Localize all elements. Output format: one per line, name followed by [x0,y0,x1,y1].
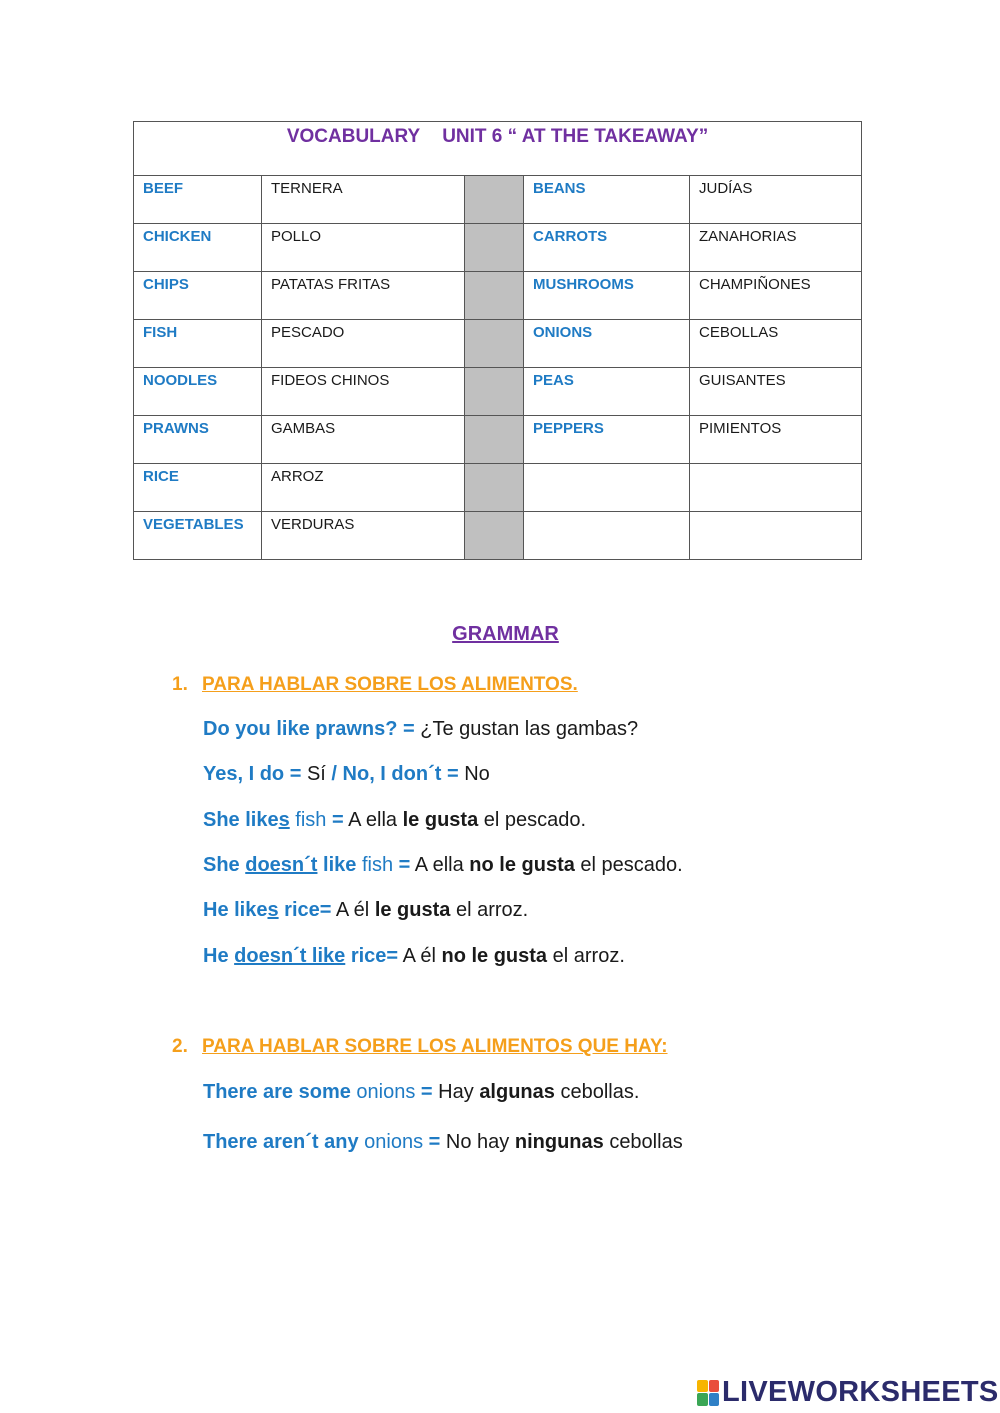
english-word: PEAS [524,368,690,416]
english-word: MUSHROOMS [524,272,690,320]
logo-mark-icon [697,1380,719,1406]
spanish-word: CHAMPIÑONES [690,272,862,320]
grammar-example: Do you like prawns? = ¿Te gustan las gambas? [203,718,639,740]
spanish-word: JUDÍAS [690,176,862,224]
english-word: CHICKEN [134,224,262,272]
spanish-word: GAMBAS [262,416,465,464]
grammar-example: Yes, I do = Sí / No, I don´t = No [203,763,490,785]
spanish-word: GUISANTES [690,368,862,416]
spanish-word: PATATAS FRITAS [262,272,465,320]
vocab-row [134,368,862,416]
divider-cell [465,272,524,320]
divider-cell [465,320,524,368]
spanish-word: FIDEOS CHINOS [262,368,465,416]
spanish-word: PESCADO [262,320,465,368]
vocab-row [134,464,862,512]
section-1-title [172,674,578,696]
grammar-example: She likes fish = A ella le gusta el pescado. [203,809,587,831]
english-word: PEPPERS [524,416,690,464]
grammar-example: She doesn´t like fish = A ella no le gusta el pescado. [203,854,683,876]
vocab-row [134,176,862,224]
english-word: ONIONS [524,320,690,368]
vocabulary-title: VOCABULARY UNIT 6 “ AT THE TAKEAWAY” [134,122,862,176]
section-text: PARA HABLAR SOBRE LOS ALIMENTOS. [202,674,578,695]
english-word: BEEF [134,176,262,224]
english-word: CARROTS [524,224,690,272]
spanish-word: TERNERA [262,176,465,224]
english-word [524,512,690,560]
section-2-title [172,1036,668,1058]
grammar-example: There aren´t any onions = No hay ningunas cebollas [203,1131,683,1153]
english-word: BEANS [524,176,690,224]
grammar-example: There are some onions = Hay algunas cebollas. [203,1081,640,1103]
divider-cell [465,224,524,272]
logo-text: LIVEWORKSHEETS [722,1376,999,1408]
section-number: 1. [172,674,188,695]
spanish-word: ZANAHORIAS [690,224,862,272]
english-word: RICE [134,464,262,512]
divider-cell [465,176,524,224]
spanish-word: ARROZ [262,464,465,512]
english-word: NOODLES [134,368,262,416]
spanish-word: CEBOLLAS [690,320,862,368]
english-word: VEGETABLES [134,512,262,560]
divider-cell [465,416,524,464]
vocab-row [134,512,862,560]
spanish-word [690,464,862,512]
english-word: FISH [134,320,262,368]
grammar-heading: GRAMMAR [452,623,559,645]
spanish-word [690,512,862,560]
grammar-example: He likes rice= A él le gusta el arroz. [203,899,529,921]
spanish-word: POLLO [262,224,465,272]
divider-cell [465,464,524,512]
vocabulary-table [133,121,862,560]
english-word [524,464,690,512]
divider-cell [465,368,524,416]
liveworksheets-logo [697,1376,999,1409]
divider-cell [465,512,524,560]
spanish-word: PIMIENTOS [690,416,862,464]
vocab-row [134,224,862,272]
section-text: PARA HABLAR SOBRE LOS ALIMENTOS QUE HAY: [202,1036,668,1057]
vocab-row [134,416,862,464]
grammar-example: He doesn´t like rice= A él no le gusta el arroz. [203,945,625,967]
english-word: PRAWNS [134,416,262,464]
section-number: 2. [172,1036,188,1057]
english-word: CHIPS [134,272,262,320]
vocab-row [134,272,862,320]
spanish-word: VERDURAS [262,512,465,560]
vocab-row [134,320,862,368]
